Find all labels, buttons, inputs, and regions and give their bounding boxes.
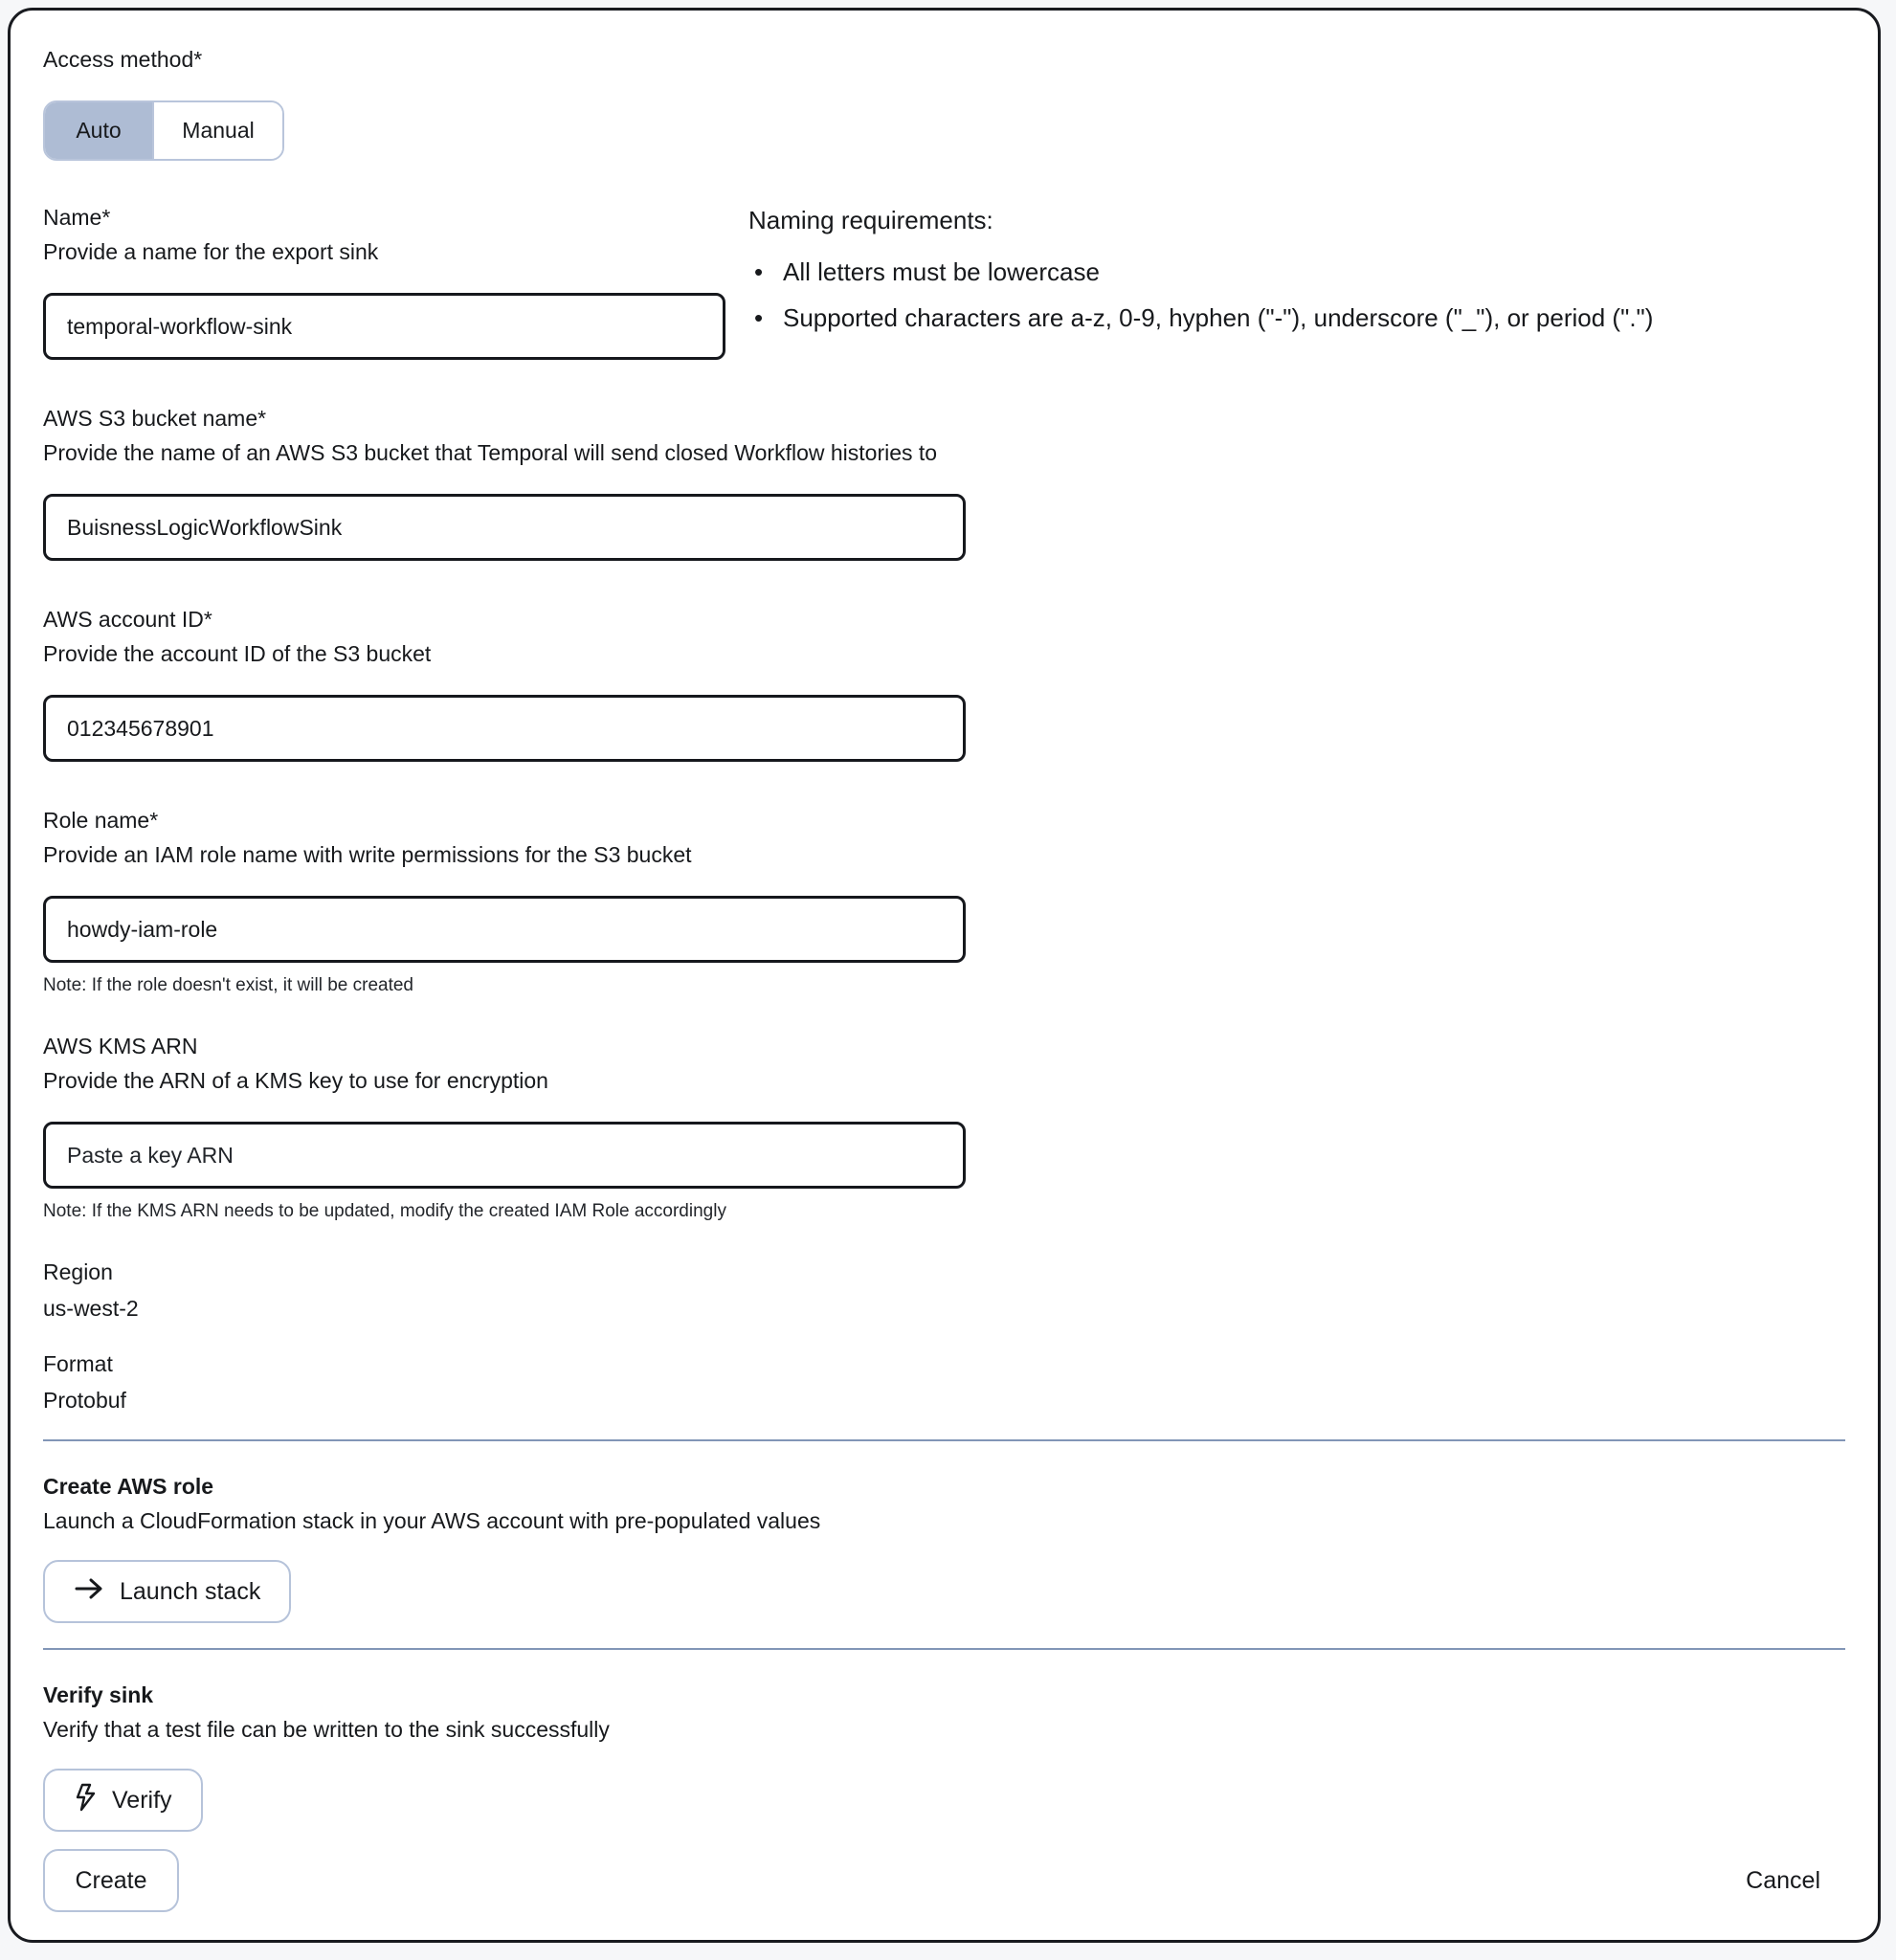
region-label: Region [43,1259,113,1284]
cancel-button[interactable]: Cancel [1746,1866,1820,1894]
format-label: Format [43,1351,113,1376]
kms-label: AWS KMS ARN [43,1034,198,1058]
region-value: us-west-2 [43,1296,139,1321]
role-label: Role name* [43,808,159,833]
kms-description: Provide the ARN of a KMS key to use for encryption [43,1068,548,1093]
name-description: Provide a name for the export sink [43,239,379,264]
access-method-toggle [43,100,284,161]
access-method-option-manual[interactable]: Manual [152,102,282,159]
account-label: AWS account ID* [43,607,212,632]
divider [43,1648,1845,1650]
kms-note: Note: If the KMS ARN needs to be updated, modify the created IAM Role accordingly [43,1201,726,1221]
naming-requirements-list [748,253,1658,337]
naming-requirement-item: • Supported characters are a-z, 0-9, hyphen ("-"), underscore ("_"), or period (".") [748,299,1658,337]
launch-stack-button[interactable] [43,1560,291,1623]
export-sink-form-panel [8,8,1881,1943]
account-description: Provide the account ID of the S3 bucket [43,641,432,666]
access-method-option-auto[interactable]: Auto [45,102,152,159]
verify-button-label: Verify [112,1786,172,1814]
format-readonly-group [43,1349,1845,1414]
bucket-field-group [43,404,1845,561]
arrow-right-icon [74,1576,104,1608]
naming-requirements [748,203,1763,337]
name-field-group [43,203,725,360]
verify-sink-description: Verify that a test file can be written to the sink successfully [43,1717,610,1742]
name-label: Name* [43,205,111,230]
kms-field-group [43,1032,1845,1223]
bucket-label: AWS S3 bucket name* [43,406,267,431]
naming-requirement-item: • All letters must be lowercase [748,253,1658,291]
create-button[interactable]: Create [43,1849,179,1912]
verify-sink-title: Verify sink [43,1682,154,1707]
role-note: Note: If the role doesn't exist, it will be created [43,975,413,995]
divider [43,1439,1845,1441]
kms-input[interactable] [43,1122,966,1189]
create-aws-role-description: Launch a CloudFormation stack in your AWS account with pre-populated values [43,1508,821,1533]
role-description: Provide an IAM role name with write permissions for the S3 bucket [43,842,692,867]
bucket-description: Provide the name of an AWS S3 bucket that Temporal will send closed Workflow histories to [43,440,938,465]
create-aws-role-title: Create AWS role [43,1474,214,1499]
role-input[interactable] [43,896,966,963]
access-method-label: Access method* [43,47,203,72]
form-footer [43,1849,1845,1912]
account-input[interactable] [43,695,966,762]
verify-button[interactable] [43,1769,203,1832]
format-value: Protobuf [43,1388,126,1413]
role-field-group [43,806,1845,997]
launch-stack-button-label: Launch stack [120,1577,261,1605]
account-field-group [43,605,1845,762]
region-readonly-group [43,1258,1845,1323]
bucket-input[interactable] [43,494,966,561]
name-input[interactable] [43,293,725,360]
naming-requirements-title: Naming requirements: [748,206,993,234]
lightning-bolt-icon [74,1783,97,1818]
